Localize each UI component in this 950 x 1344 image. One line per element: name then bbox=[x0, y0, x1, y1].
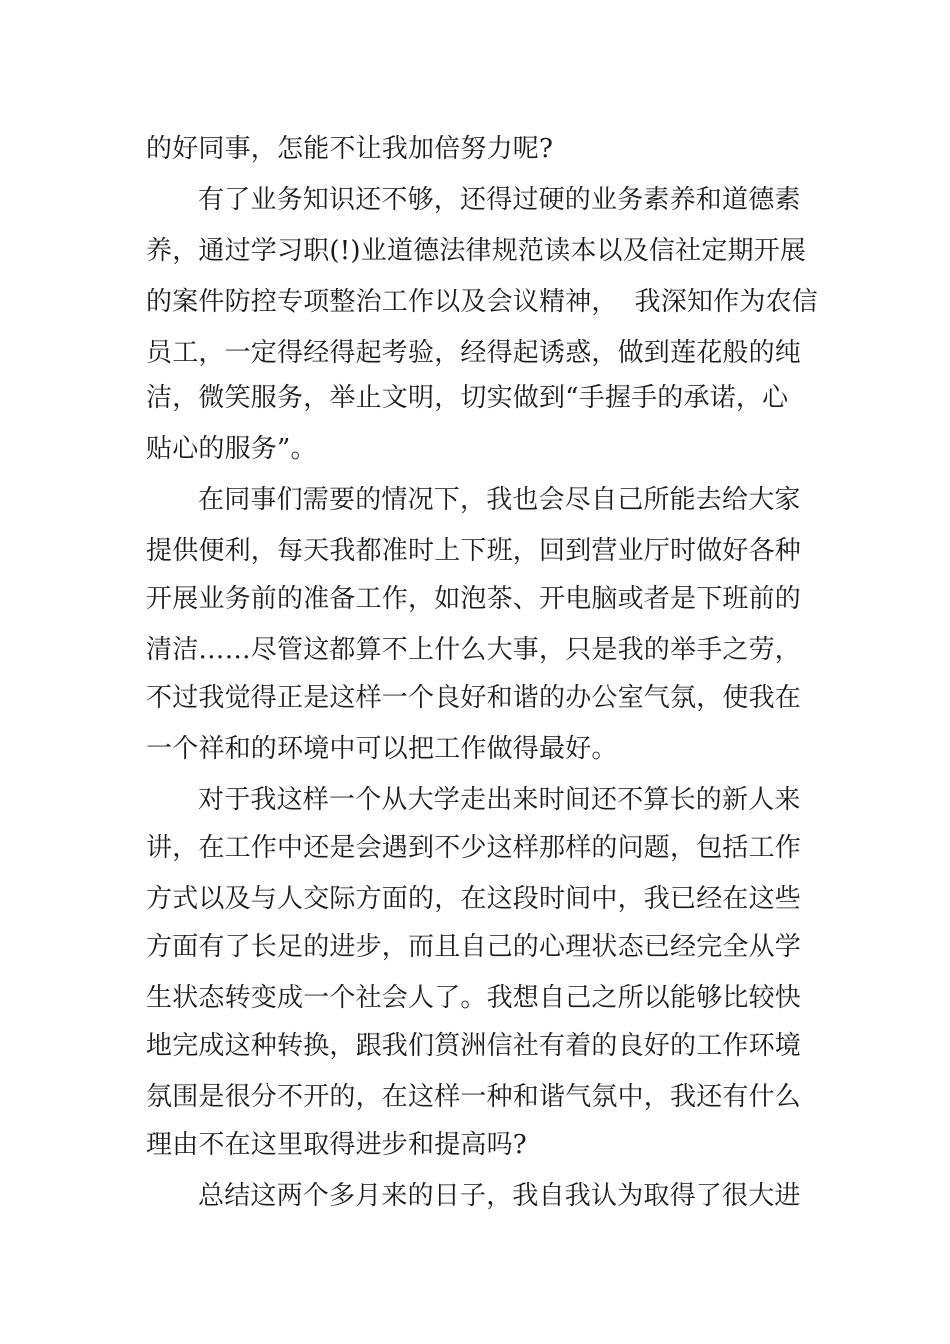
text-line: 地完成这种转换，跟我们筼洲信社有着的良好的工作环境 bbox=[146, 1031, 802, 1061]
text-line: 养，通过学习职(!)业道德法律规范读本以及信社定期开展 bbox=[146, 236, 807, 266]
text-line: 提供便利，每天我都准时上下班，回到营业厅时做好各种 bbox=[146, 536, 802, 566]
text-line: 的好同事，怎能不让我加倍努力呢? bbox=[146, 134, 554, 164]
text-line: 方面有了长足的进步，而且自己的心理状态已经完全从学 bbox=[146, 932, 802, 962]
text-line: 的案件防控专项整治工作以及会议精神， 我深知作为农信 bbox=[146, 287, 818, 317]
text-line: 一个祥和的环境中可以把工作做得最好。 bbox=[146, 734, 618, 764]
text-line: 贴心的服务”。 bbox=[146, 434, 317, 464]
text-line: 总结这两个多月来的日子，我自我认为取得了很大进 bbox=[198, 1181, 801, 1211]
text-line: 生状态转变成一个社会人了。我想自己之所以能够比较快 bbox=[146, 983, 802, 1013]
text-line: 讲，在工作中还是会遇到不少这样那样的问题，包括工作 bbox=[146, 833, 802, 863]
text-line: 员工，一定得经得起考验，经得起诱惑，做到莲花般的纯 bbox=[146, 338, 802, 368]
text-line: 对于我这样一个从大学走出来时间还不算长的新人来 bbox=[198, 785, 801, 815]
text-line: 在同事们需要的情况下，我也会尽自己所能去给大家 bbox=[198, 485, 801, 515]
text-line: 不过我觉得正是这样一个良好和谐的办公室气氛，使我在 bbox=[146, 683, 802, 713]
text-line: 方式以及与人交际方面的，在这段时间中，我已经在这些 bbox=[146, 884, 802, 914]
text-line: 理由不在这里取得进步和提高吗? bbox=[146, 1130, 527, 1160]
text-line: 有了业务知识还不够，还得过硬的业务素养和道德素 bbox=[198, 185, 801, 215]
text-line: 洁，微笑服务，举止文明，切实做到“手握手的承诺，心 bbox=[146, 383, 789, 413]
text-line: 氛围是很分不开的，在这样一种和谐气氛中，我还有什么 bbox=[146, 1082, 802, 1112]
text-line: 清洁……尽管这都算不上什么大事，只是我的举手之劳， bbox=[146, 635, 802, 665]
text-line: 开展业务前的准备工作，如泡茶、开电脑或者是下班前的 bbox=[146, 584, 802, 614]
